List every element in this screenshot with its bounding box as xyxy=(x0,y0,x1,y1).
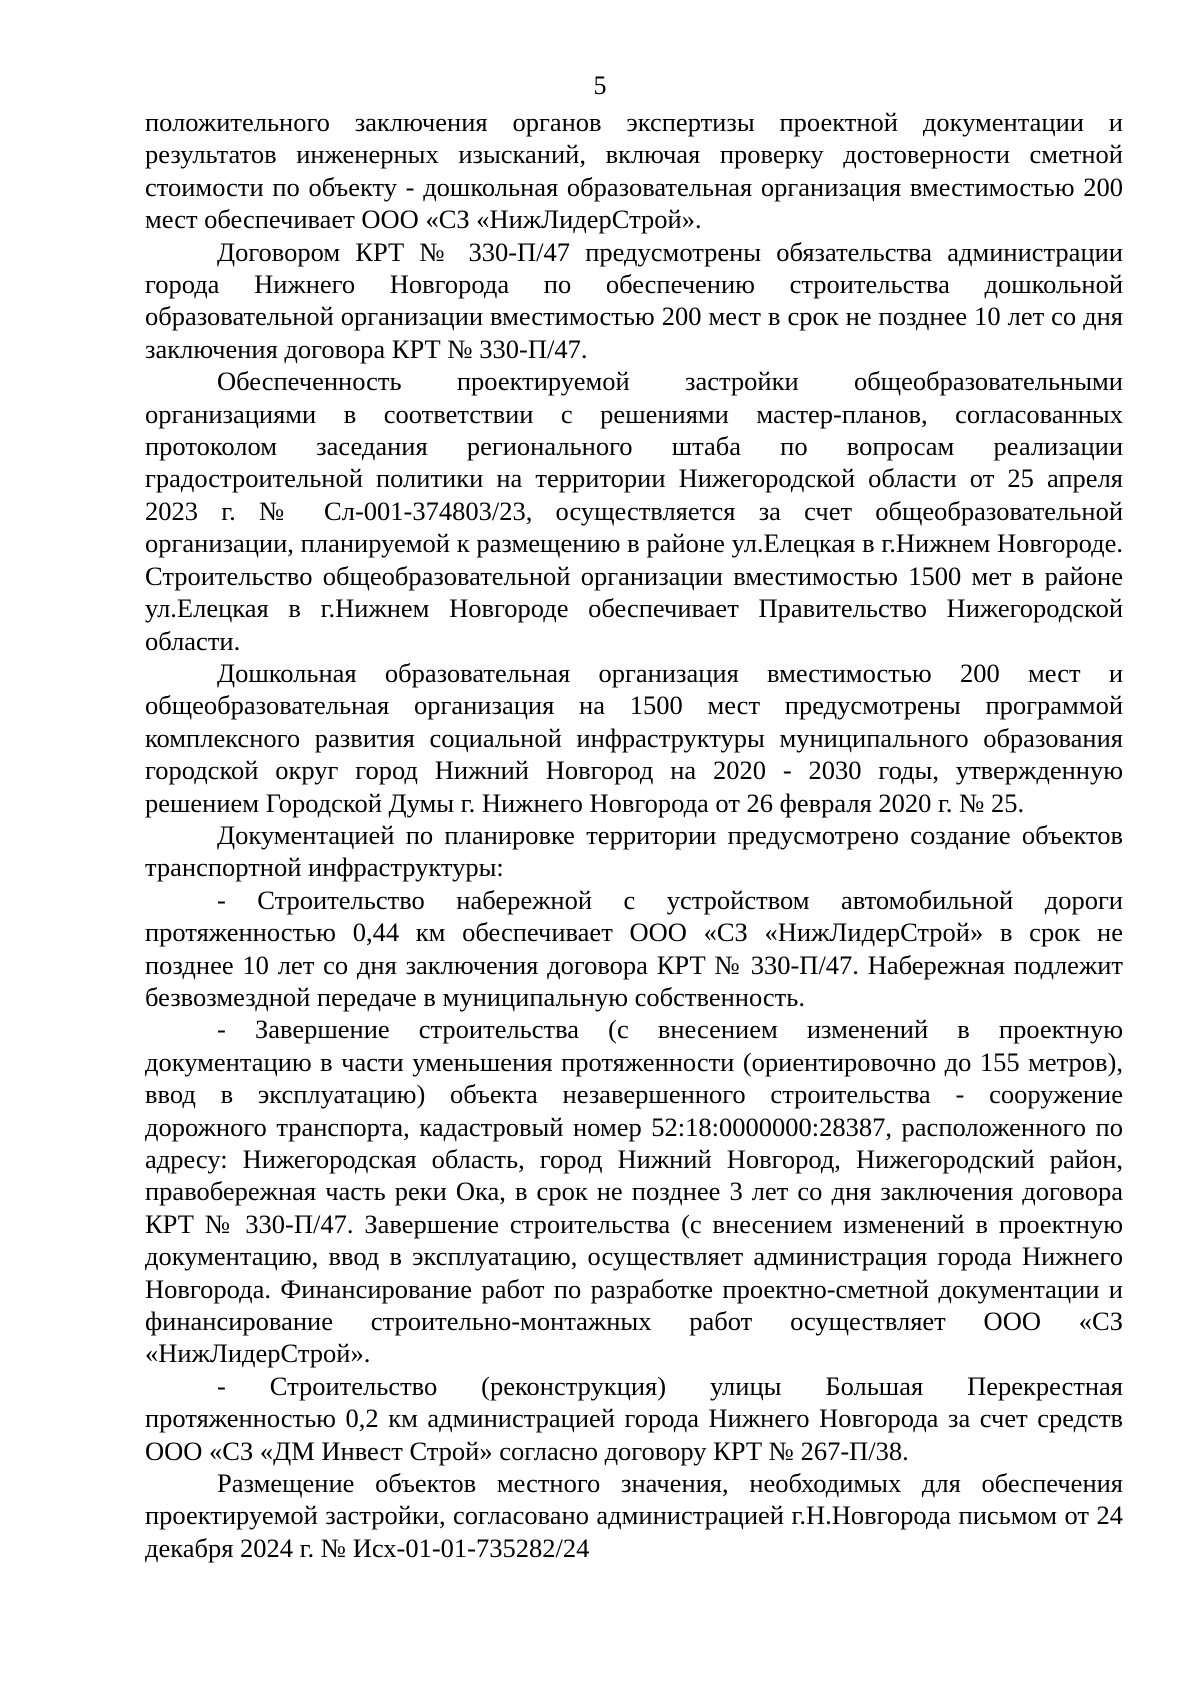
paragraph-contract-obligations: Договором КРТ № 330-П/47 предусмотрены обязательства администрации города Нижнего Новгорода по обеспечению строительства дошкольной образовательной организации вместимостью 200 мест в срок не позднее 10 лет со дня заключения договора КРТ № 330-П/47. xyxy=(145,236,1123,364)
list-item-embankment: - Строительство набережной с устройством автомобильной дороги протяженностью 0,44 км обеспечивает ООО «СЗ «НижЛидерСтрой» в срок не позднее 10 лет со дня заключения договора КРТ № 330-П/47. Набережная подлежит безвозмездной передаче в муниципальную собственность. xyxy=(145,884,1123,1012)
list-item-street-reconstruction: - Строительство (реконструкция) улицы Большая Перекрестная протяженностью 0,2 км администрацией города Нижнего Новгорода за счет средств ООО «СЗ «ДМ Инвест Строй» согласно договору КРТ № 267-П/38. xyxy=(145,1370,1123,1466)
paragraph-transport-intro: Документацией по планировке территории предусмотрено создание объектов транспортной инфраструктуры: xyxy=(145,819,1123,883)
paragraph-infrastructure-program: Дошкольная образовательная организация вместимостью 200 мест и общеобразовательная организация на 1500 мест предусмотрены программой комплексного развития социальной инфраструктуры муниципального образования городской округ город Нижний Новгород на 2020 - 2030 годы, утвержденную решением Городской Думы г. Нижнего Новгорода от 26 февраля 2020 г. № 25. xyxy=(145,657,1123,818)
paragraph-approval-letter: Размещение объектов местного значения, необходимых для обеспечения проектируемой застройки, согласовано администрацией г.Н.Новгорода письмом от 24 декабря 2024 г. № Исх-01-01-735282/24 xyxy=(145,1468,1123,1563)
page-number: 5 xyxy=(593,71,607,100)
paragraph-continuation: положительного заключения органов экспертизы проектной документации и результатов инженерных изысканий, включая проверку достоверности сметной стоимости по объекту - дошкольная образовательная организация вместимостью 200 мест обеспечивает ООО «СЗ «НижЛидерСтрой». xyxy=(145,107,1123,235)
document-body xyxy=(145,106,1123,1564)
list-item-road-completion: - Завершение строительства (с внесением изменений в проектную документацию в части уменьшения протяженности (ориентировочно до 155 метров), ввод в эксплуатацию) объекта незавершенного строительства - сооружение дорожного транспорта, кадастровый номер 52:18:0000000:28387, расположенного по адресу: Нижегородская область, город Нижний Новгород, Нижегородский район, правобережная часть реки Ока, в срок не позднее 3 лет со дня заключения договора КРТ № 330-П/47. Завершение строительства (с внесением изменений в проектную документацию, ввод в эксплуатацию, осуществляет администрация города Нижнего Новгорода. Финансирование работ по разработке проектно-сметной документации и финансирование строительно-монтажных работ осуществляет ООО «СЗ «НижЛидерСтрой». xyxy=(145,1014,1123,1369)
paragraph-school-provision: Обеспеченность проектируемой застройки общеобразовательными организациями в соответствии с решениями мастер-планов, согласованных протоколом заседания регионального штаба по вопросам реализации градостроительной политики на территории Нижегородской области от 25 апреля 2023 г. № Сл-001-374803/23, осуществляется за счет общеобразовательной организации, планируемой к размещению в районе ул.Елецкая в г.Нижнем Новгороде. Строительство общеобразовательной организации вместимостью 1500 мет в районе ул.Елецкая в г.Нижнем Новгороде обеспечивает Правительство Нижегородской области. xyxy=(145,366,1123,656)
